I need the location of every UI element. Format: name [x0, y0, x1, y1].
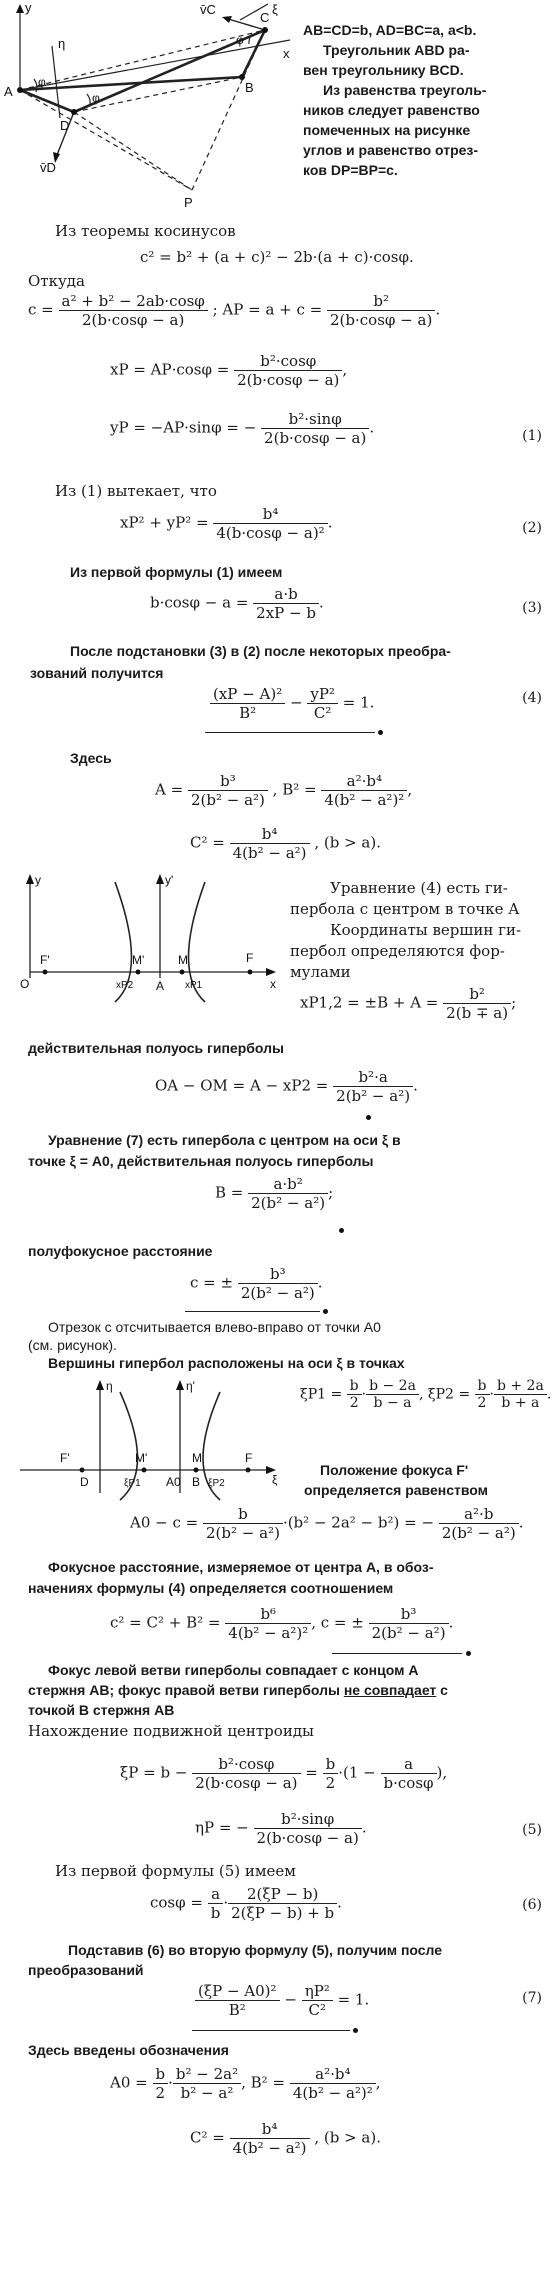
equation-6: cosφ = $\frac{a}{b}$ · $\frac{2(\xi P - b)}{2(\xi P - b) + b}$ . [150, 1885, 342, 1922]
eq-lhs: B = [215, 1183, 244, 1202]
paragraph-substituting-6 [28, 1940, 443, 1980]
eq-lhs: c = [28, 300, 54, 319]
eq-den: 2(b·cosφ − a) [237, 371, 340, 389]
eq-num: b⁴ [230, 825, 310, 844]
eq-den: 4(b² − a²)² [292, 2084, 373, 2102]
eq-mid: − [290, 693, 303, 712]
eq-lhs: A0 = [110, 2073, 148, 2092]
fig2-label-x: x [270, 977, 276, 991]
eq-num: b³ [188, 772, 268, 791]
caption-line: Треугольник ABD ра- [323, 42, 470, 58]
eq-mid: ·(b² − 2a² − b²) = − [282, 1513, 435, 1532]
paragraph-semifocal: полуфокусное расстояние [28, 1243, 213, 1259]
eq-den: 2 [477, 1395, 487, 1411]
eq-num: b − 2a [366, 1378, 419, 1395]
paragraph-vertices-xi: Вершины гипербол расположены на оси ξ в точках [48, 1355, 405, 1371]
eq-lhs: A0 − c = [130, 1513, 199, 1532]
equation-number-1: (1) [522, 428, 542, 444]
para-line: пербола с центром в точке A [290, 900, 520, 918]
para-line: точке ξ = A0, действительная полуось гиперболы [28, 1153, 374, 1169]
fig1-label-d: D [60, 118, 70, 133]
fig1-label-y: y [25, 0, 32, 15]
eq-den: 2xP − b [256, 604, 316, 622]
fig3-label-mp: M' [135, 1451, 148, 1465]
fig3-label-d: D [80, 1475, 89, 1489]
equation-number-4: (4) [522, 690, 542, 706]
equation-xp: xP = AP·cosφ = $\frac{\text{b²·cosφ}}{2(b\cdot\cos\varphi - a)}$ , [110, 352, 348, 389]
eq-den: 2(b² − a²) [371, 1624, 446, 1642]
equation-xi-vertices: ξP1 = $\frac{b}{2}$ · $\frac{b - 2a}{b - a}$ , ξP2 = $\frac{b}{2}$ · $\frac{b + 2a}{b + a}$ . [300, 1378, 552, 1411]
underline-rule [192, 2030, 350, 2031]
fig1-label-vd: v̄D [40, 160, 56, 175]
eq-lhs: yP = −AP·sinφ = − [110, 418, 257, 437]
eq-mid: , ξP2 = [418, 1386, 471, 1403]
fig2-label-f: F [246, 951, 254, 965]
caption-line: вен треугольнику BCD. [303, 62, 464, 78]
eq-num: b²·cosφ [192, 1755, 300, 1774]
eq-num: b⁴ [213, 505, 327, 524]
eq-den: 2 [155, 2084, 166, 2102]
eq-lhs: ξP1 = [300, 1386, 343, 1403]
eq-den: 4(b² − a²) [232, 844, 307, 862]
eq-num: 2(ξP − b) [228, 1885, 337, 1904]
eq-num: a·b [253, 585, 319, 604]
para-line: Отрезок с отсчитывается влево-вправо от точки A0 [48, 1319, 381, 1335]
paragraph-focus-position [304, 1460, 488, 1500]
paragraph-here: Здесь [70, 750, 112, 766]
eq-den: 2(b·cosφ − a) [82, 311, 185, 329]
paragraph-hyperbola-4 [290, 878, 521, 983]
eq-den: b + a [501, 1395, 540, 1411]
para-line: (см. рисунок). [28, 1337, 117, 1353]
eq-num: (ξP − A0)² [195, 1982, 280, 2001]
paragraph-from-1: Из (1) вытекает, что [55, 482, 217, 500]
fig3-label-xi: ξ [272, 1473, 278, 1487]
eq-mid: − [284, 1990, 297, 2009]
para-text: с [436, 1682, 448, 1698]
para-line: преобразований [28, 1962, 144, 1978]
fig3-label-f: F [245, 1451, 253, 1465]
paragraph-from-5: Из первой формулы (5) имеем [55, 1862, 296, 1880]
eq-num: b² [443, 985, 511, 1004]
bullet-dot [378, 730, 383, 735]
eq-den: 2 [349, 1395, 359, 1411]
fig3-label-m: M [192, 1451, 202, 1465]
eq-lhs: ηP = − [195, 1818, 249, 1837]
eq-num: ηP² [302, 1982, 333, 2001]
paragraph-first-formula: Из первой формулы (1) имеем [70, 564, 283, 580]
eq-den: 2(b² − a²) [190, 791, 265, 809]
equation-2: xP² + yP² = $\frac{\text{b⁴}}{\text{4(b·cosφ − a)²}}$ . [120, 505, 333, 542]
eq-den: B² [228, 2001, 246, 2019]
fig1-label-p: P [184, 195, 193, 210]
eq-mid: = [305, 1763, 318, 1782]
fig1-label-a: A [4, 84, 13, 99]
fig2-label-xp2: xP2 [116, 980, 134, 991]
fig3-label-a0: A0 [166, 1475, 181, 1489]
eq-mid: , B² = [241, 2073, 286, 2092]
para-line: начениях формулы (4) определяется соотношением [28, 1580, 394, 1596]
eq-den: b² − a² [180, 2084, 234, 2102]
underline-rule [205, 732, 375, 733]
fig2-label-o: O [20, 977, 30, 991]
eq-lhs: cosφ = [150, 1893, 203, 1912]
eq-num: a·b² [248, 1175, 328, 1194]
equation-A: A = $\frac{\text{b³}}{\text{2(b² − a²)}}$ , B² = $\frac{\text{a²·b⁴}}{\text{4(b² − a²)²}}$ , [155, 772, 413, 809]
underline-rule [185, 1311, 320, 1312]
fig3-label-eta: η [106, 1379, 113, 1393]
eq-num: b [475, 1378, 490, 1395]
eq-num: b³ [238, 1265, 318, 1284]
equation-number-5: (5) [522, 1822, 542, 1838]
eq-den: C² [308, 2001, 326, 2019]
paragraph-cosine-theorem: Из теоремы косинусов [55, 222, 236, 240]
equation-number-3: (3) [522, 600, 542, 616]
eq-num: a [208, 1885, 224, 1904]
fig2-label-mp: M' [132, 953, 145, 967]
eq-num: yP² [307, 685, 338, 704]
eq-lhs: xP² + yP² = [120, 513, 209, 532]
fig2-label-yp: y' [165, 873, 174, 887]
eq-num: b⁶ [225, 1605, 311, 1624]
paragraph-notations: Здесь введены обозначения [28, 2042, 229, 2058]
equation-vertices: xP1,2 = ±B + A = $\frac{\text{b²}}{2(b \mp a)}$ ; [300, 985, 517, 1022]
equation-c: c = $\frac{\text{a² + b² − 2ab·cosφ}}{2(b\cdot\cos\varphi - a)}$ ; AP = a + c = $\frac{\text{b²}}{2(b\cdot\cos\varphi - a)}$ . [28, 292, 441, 329]
underline-rule [332, 1653, 462, 1654]
eq-den: 2(ξP − b) + b [231, 1904, 335, 1922]
para-emph: не совпадает [343, 1682, 437, 1698]
para-line: Уравнение (4) есть ги- [330, 879, 508, 897]
eq-mid: , c = ± [311, 1613, 364, 1632]
hyperbola-figure-2 [20, 1378, 290, 1508]
bullet-dot [323, 1309, 328, 1314]
eq-num: a² + b² − 2ab·cosφ [59, 292, 208, 311]
equation-cosine: c² = b² + (a + c)² − 2b·(a + c)·cosφ. [140, 248, 414, 266]
eq-den: 2(b² − a²) [206, 1524, 280, 1542]
bullet-dot [466, 1651, 471, 1656]
eq-lhs: ξP = b − [120, 1763, 188, 1782]
fig1-label-xi: ξ [272, 2, 278, 17]
eq-den: C² [313, 704, 332, 722]
eq-lhs: c² = C² + B² = [110, 1613, 221, 1632]
equation-number-7: (7) [522, 1990, 542, 2006]
paragraph-eq7-hyperbola [28, 1130, 401, 1172]
fig2-label-a: A [156, 979, 165, 993]
para-line: После подстановки (3) в (2) после некоторых преобра- [70, 643, 451, 659]
eq-num: b³ [369, 1605, 449, 1624]
eq-num: b² [327, 292, 435, 311]
fig3-label-etap: η' [186, 1379, 195, 1393]
eq-num: a [381, 1755, 437, 1774]
para-text: стержня AB; фокус правой ветви гиперболы [28, 1682, 344, 1698]
eq-den: 4(b² − a²)² [324, 791, 405, 809]
equation-5a [120, 1755, 447, 1792]
eq-num: b²·a [333, 1068, 413, 1087]
eq-den: 4(b·cosφ − a)² [216, 524, 325, 542]
eq-tail: ), [436, 1763, 448, 1782]
linkage-figure [0, 0, 300, 215]
equation-C-squared-final [190, 2120, 381, 2157]
eq-num: a²·b⁴ [290, 2065, 376, 2084]
eq-num: b [203, 1505, 283, 1524]
paragraph-focal-distance [28, 1557, 434, 1599]
fig1-caption [303, 20, 553, 180]
para-line: определяется равенством [304, 1482, 488, 1498]
caption-line: помеченных на рисунке [303, 122, 471, 138]
eq-lhs: A = [155, 780, 184, 799]
eq-mid: ; AP = a + c = [212, 300, 323, 319]
equation-yp: yP = −AP·sinφ = − $\frac{\text{b²·sinφ}}{2(b\cdot\cos\varphi - a)}$ . [110, 410, 375, 447]
fig3-label-xip2: ξP2 [208, 1478, 225, 1489]
eq-den: 2(b·cosφ − a) [195, 1774, 298, 1792]
eq-rhs: = 1. [337, 1990, 370, 2009]
caption-line: углов и равенство отрез- [303, 142, 479, 158]
eq-den: 2(b ∓ a) [446, 1004, 509, 1022]
fig3-label-xip1: ξP1 [124, 1478, 141, 1489]
equation-c-pm: c = ± $\frac{\text{b³}}{\text{2(b² − a²)}}$ . [190, 1265, 323, 1302]
eq-den: b [210, 1904, 221, 1922]
paragraph-segment [28, 1318, 381, 1354]
caption-line: Из равенства треуголь- [323, 82, 487, 98]
caption-line: ников следует равенство [303, 102, 480, 118]
fig1-label-b: B [245, 80, 254, 95]
equation-A0-minus-c: A0 − c = $\frac{b}{\text{2(b² − a²)}}$ ·(b² − 2a² − b²) = − $\frac{\text{a²·b}}{\text{2(b² − a²)}}$ . [130, 1505, 524, 1542]
paragraph-substitution [30, 640, 451, 684]
fig1-label-phi-c: φ [236, 33, 244, 47]
para-line: Положение фокуса F' [320, 1462, 469, 1478]
eq-tail: , (b > a). [314, 2128, 381, 2147]
para-line: пербол определяются фор- [290, 942, 505, 960]
caption-line: AB=CD=b, AD=BC=a, a<b. [303, 22, 477, 38]
fig2-label-m: M [178, 953, 188, 967]
equation-3: b·cosφ − a = $\frac{a\cdot b}{2xP - b}$ . [150, 585, 324, 622]
eq-rhs: = 1. [342, 693, 375, 712]
fig2-label-y: y [35, 873, 41, 887]
fig1-label-c: C [260, 10, 270, 25]
fig2-label-xp1: xP1 [185, 980, 203, 991]
para-line: Фокусное расстояние, измеряемое от центра A, в обоз- [48, 1559, 434, 1575]
eq-den: 2(b² − a²) [251, 1194, 326, 1212]
eq-lhs: C² = [190, 2128, 225, 2147]
para-line: Подставив (6) во вторую формулу (5), получим после [68, 1942, 443, 1958]
fig1-label-eta: η [58, 36, 66, 51]
eq-lhs: xP1,2 = ±B + A = [300, 993, 439, 1012]
eq-den: 2(b·cosφ − a) [330, 311, 433, 329]
fig3-label-b: B [192, 1475, 201, 1489]
equation-number-6: (6) [522, 1897, 542, 1913]
para-line: зований получится [30, 665, 164, 681]
eq-num: (xP − A)² [210, 685, 285, 704]
equation-4 [210, 685, 374, 722]
eq-num: b²·sinφ [261, 410, 369, 429]
eq-lhs: C² = [190, 833, 225, 852]
eq-num: b [347, 1378, 362, 1395]
eq-den: 4(b² − a²)² [228, 1624, 309, 1642]
fig1-label-phi-d: φ [92, 91, 100, 105]
paragraph-focus-branches [28, 1660, 448, 1720]
eq-num: b [323, 1755, 339, 1774]
eq-den: 2(b² − a²) [441, 1524, 516, 1542]
fig2-label-fp: F' [40, 953, 50, 967]
paragraph-semiaxis: действительная полуось гиперболы [28, 1040, 284, 1056]
equation-OA: OA − OM = A − xP2 = $\frac{\text{b²·a}}{\text{2(b² − a²)}}$ . [155, 1068, 418, 1105]
para-line: Координаты вершин ги- [330, 921, 522, 939]
bullet-dot [339, 1228, 344, 1233]
eq-den: 2(b·cosφ − a) [256, 1829, 359, 1847]
caption-line: ков DP=BP=c. [303, 162, 398, 178]
eq-num: b²·cosφ [234, 352, 342, 371]
eq-den: b·cosφ [383, 1774, 434, 1792]
eq-num: b + 2a [494, 1378, 547, 1395]
bullet-dot [353, 2028, 358, 2033]
eq-num: b⁴ [230, 2120, 310, 2139]
eq-num: b [153, 2065, 169, 2084]
eq-den: 2(b·cosφ − a) [264, 429, 367, 447]
eq-den: b − a [373, 1395, 412, 1411]
equation-number-2: (2) [522, 520, 542, 536]
fig1-label-vc: v̄C [200, 2, 216, 17]
equation-C [190, 825, 381, 862]
para-line: точкой B стержня AB [28, 1702, 175, 1718]
fig3-label-fp: F' [60, 1451, 70, 1465]
eq-num: b²·sinφ [254, 1810, 362, 1829]
eq-den: 4(b² − a²) [232, 2139, 307, 2157]
eq-lhs: OA − OM = A − xP2 = [155, 1076, 329, 1095]
hyperbola-figure-1 [20, 872, 280, 1012]
bullet-dot [366, 1115, 371, 1120]
eq-lhs: b·cosφ − a = [150, 593, 249, 612]
fig1-label-x: x [283, 46, 290, 61]
heading-moving-centrode: Нахождение подвижной центроиды [28, 1722, 314, 1740]
eq-num: b² − 2a² [173, 2065, 241, 2084]
eq-mid: ·(1 − [338, 1763, 376, 1782]
eq-den: 2(b² − a²) [336, 1087, 411, 1105]
eq-num: a²·b⁴ [321, 772, 407, 791]
para-line: Фокус левой ветви гиперболы совпадает с концом A [48, 1662, 419, 1678]
para-line: Уравнение (7) есть гипербола с центром на оси ξ в [48, 1132, 401, 1148]
equation-c-squared: c² = C² + B² = $\frac{\text{b⁶}}{\text{4(b² − a²)²}}$ , c = ± $\frac{\text{b³}}{\text{2(b² − a²)}}$ . [110, 1605, 454, 1642]
eq-lhs: c = ± [190, 1273, 234, 1292]
equation-7 [195, 1982, 369, 2019]
eq-num: a²·b [439, 1505, 519, 1524]
eq-mid: · [223, 1893, 229, 1912]
para-line: мулами [290, 963, 351, 981]
eq-lhs: xP = AP·cosφ = [110, 360, 230, 379]
eq-den: 2(b² − a²) [240, 1284, 315, 1302]
eq-den: 2 [325, 1774, 336, 1792]
fig1-label-phi-a: φ [38, 75, 46, 89]
equation-5b: ηP = − $\frac{\text{b²·sinφ}}{2(b\cdot\cos\varphi - a)}$ . [195, 1810, 367, 1847]
eq-mid: , B² = [272, 780, 317, 799]
eq-den: B² [239, 704, 257, 722]
eq-tail: , (b > a). [314, 833, 381, 852]
equation-A0: A0 = $\frac{b}{2}$ · $\frac{\text{b² − 2a²}}{\text{b² − a²}}$ , B² = $\frac{\text{a²·b⁴}}{\text{4(b² − a²)²}}$ , [110, 2065, 381, 2102]
paragraph-whence: Откуда [28, 272, 85, 290]
equation-B: B = $\frac{\text{a·b²}}{\text{2(b² − a²)}}$ ; [215, 1175, 334, 1212]
